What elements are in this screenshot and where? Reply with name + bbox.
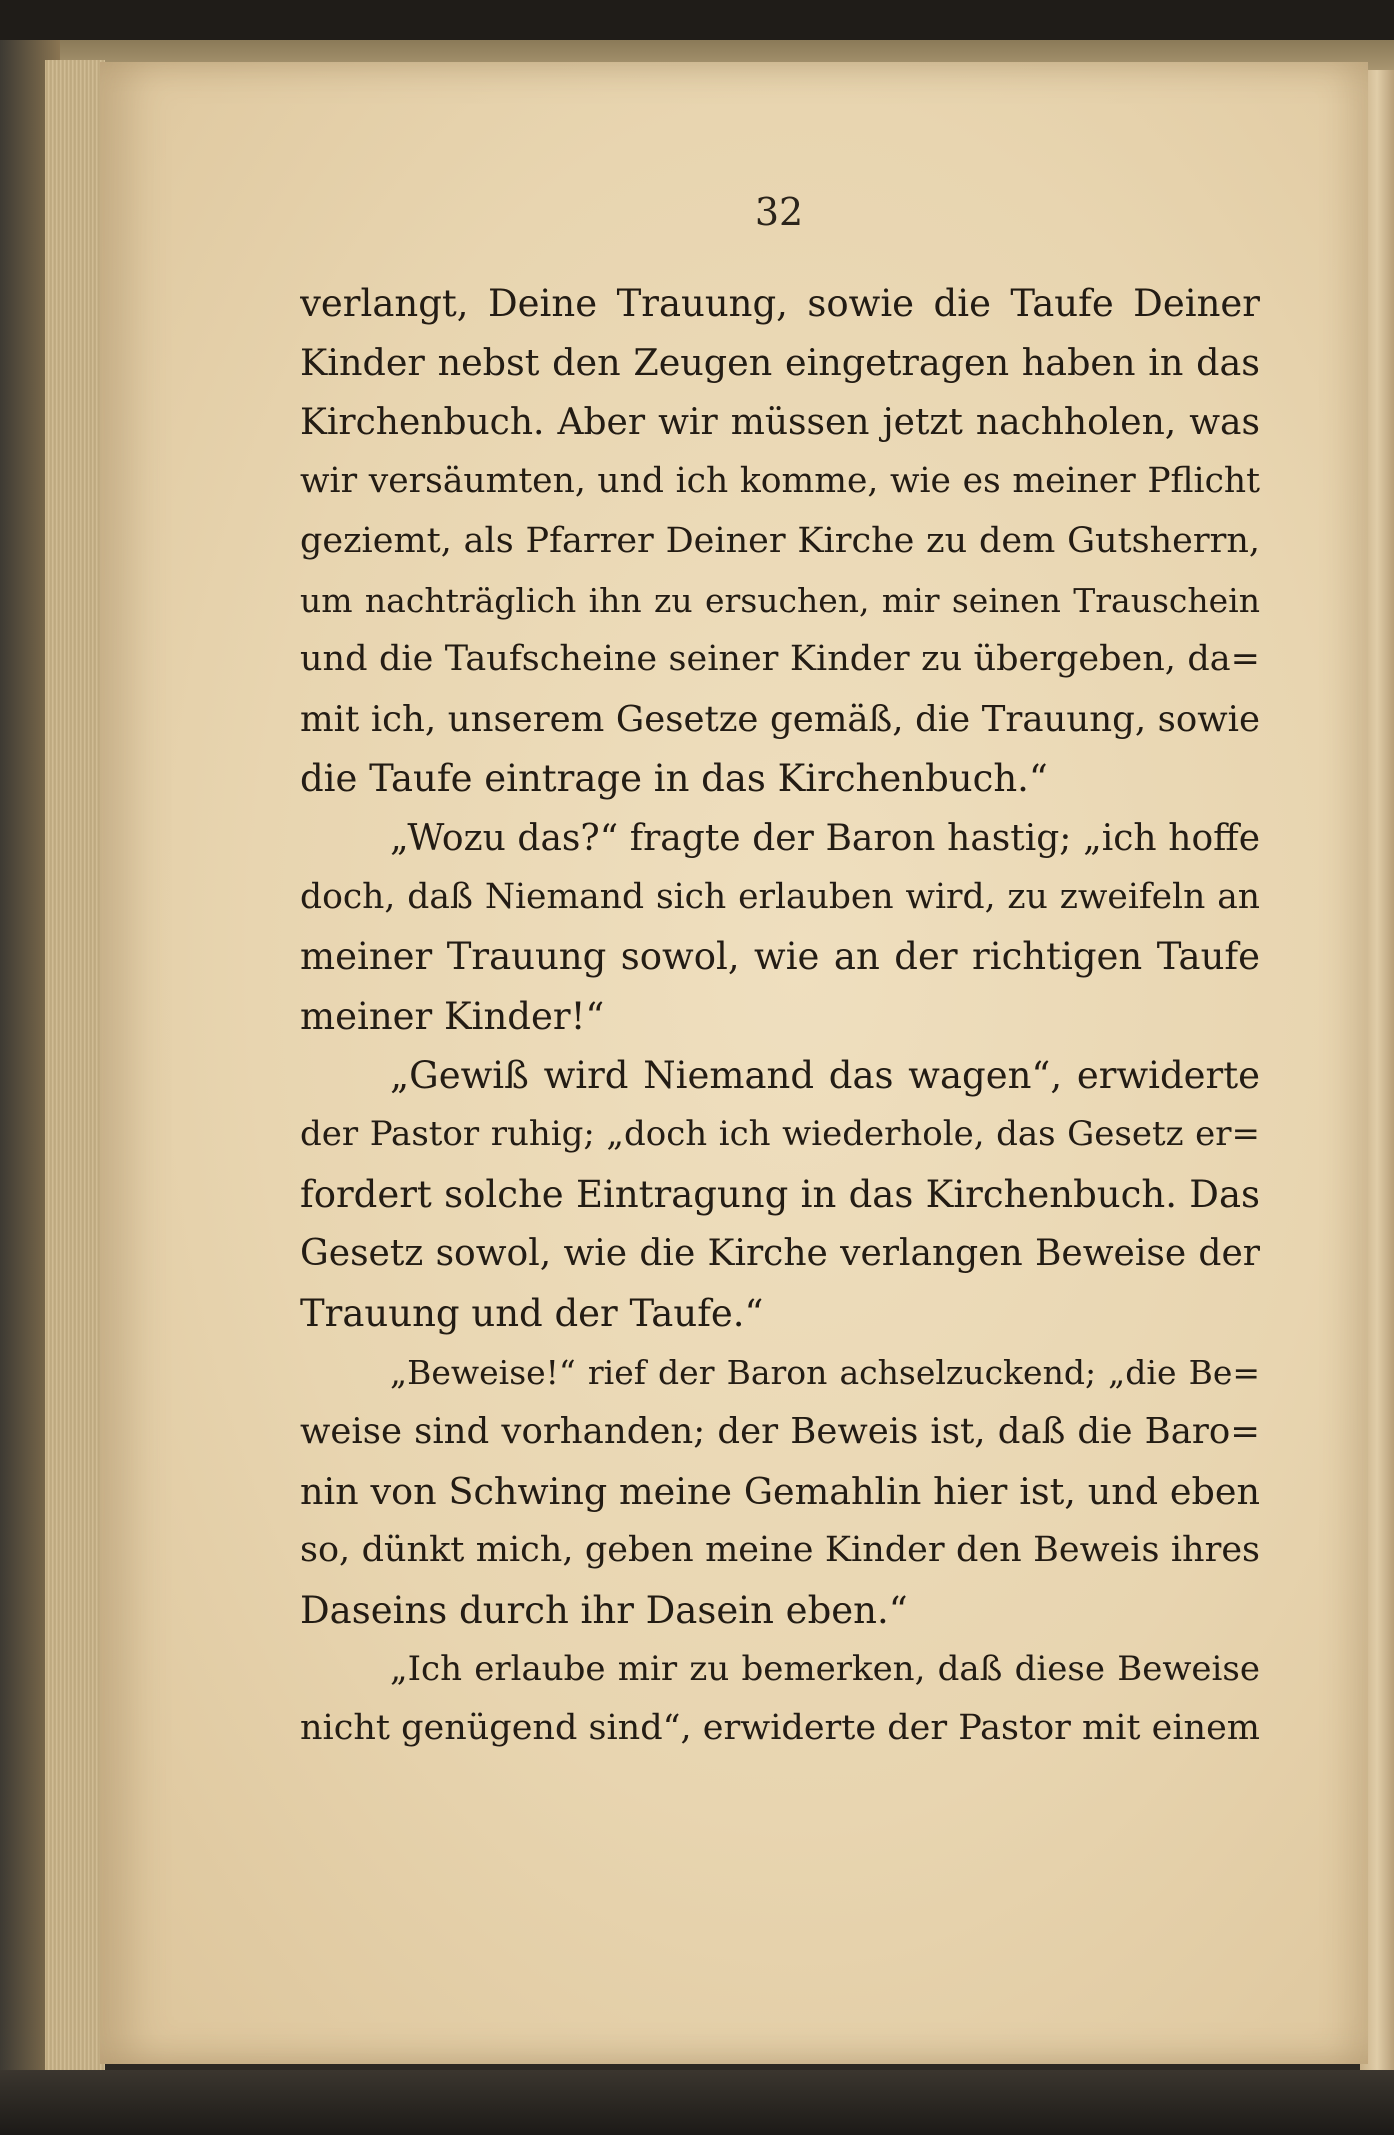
- text-line: „Gewiß wird Niemand das wagen“, erwiderte: [390, 1054, 1260, 1098]
- text-line: Kirchenbuch. Aber wir müssen jetzt nachholen, was: [300, 401, 1260, 443]
- text-line: verlangt, Deine Trauung, sowie die Taufe Deiner: [300, 282, 1260, 325]
- text-line: meiner Kinder!“: [300, 994, 605, 1038]
- text-line: Kinder nebst den Zeugen eingetragen haben in das: [300, 341, 1260, 385]
- text-line: wir versäumten, und ich komme, wie es meiner Pflicht: [300, 461, 1260, 502]
- text-line: so, dünkt mich, geben meine Kinder den Beweis ihres: [300, 1530, 1260, 1571]
- text-line: nin von Schwing meine Gemahlin hier ist, und eben: [300, 1469, 1260, 1513]
- text-line: weise sind vorhanden; der Beweis ist, daß die Baro=: [300, 1411, 1260, 1453]
- page-edges: [45, 60, 105, 2070]
- book-cover-bottom: [0, 2070, 1394, 2135]
- page-number: 32: [754, 190, 804, 234]
- text-line: geziemt, als Pfarrer Deiner Kirche zu dem Gutsherrn,: [300, 520, 1260, 561]
- text-line: um nachträglich ihn zu ersuchen, mir seinen Trauschein: [300, 580, 1260, 620]
- text-line: mit ich, unserem Gesetze gemäß, die Trauung, sowie: [300, 698, 1260, 740]
- text-line: Trauung und der Taufe.“: [300, 1291, 764, 1335]
- text-line: der Pastor ruhig; „doch ich wiederhole, das Gesetz er=: [300, 1114, 1260, 1155]
- text-line: meiner Trauung sowol, wie an der richtigen Taufe: [300, 935, 1260, 979]
- text-line: „Ich erlaube mir zu bemerken, daß diese Beweise: [390, 1648, 1260, 1689]
- text-line: „Wozu das?“ fragte der Baron hastig; „ich hoffe: [390, 817, 1260, 859]
- text-line: fordert solche Eintragung in das Kirchenbuch. Das: [300, 1172, 1260, 1216]
- text-line: doch, daß Niemand sich erlauben wird, zu zweifeln an: [300, 876, 1260, 917]
- text-line: die Taufe eintrage in das Kirchenbuch.“: [300, 757, 1048, 801]
- text-line: und die Taufscheine seiner Kinder zu übergeben, da=: [300, 639, 1260, 680]
- body-text: [300, 274, 1260, 1759]
- text-line: „Beweise!“ rief der Baron achselzuckend; „die Be=: [390, 1353, 1260, 1393]
- text-line: Daseins durch ihr Dasein eben.“: [300, 1588, 908, 1632]
- text-line: nicht genügend sind“, erwiderte der Pastor mit einem: [300, 1708, 1260, 1749]
- text-line: Gesetz sowol, wie die Kirche verlangen Beweise der: [300, 1233, 1260, 1275]
